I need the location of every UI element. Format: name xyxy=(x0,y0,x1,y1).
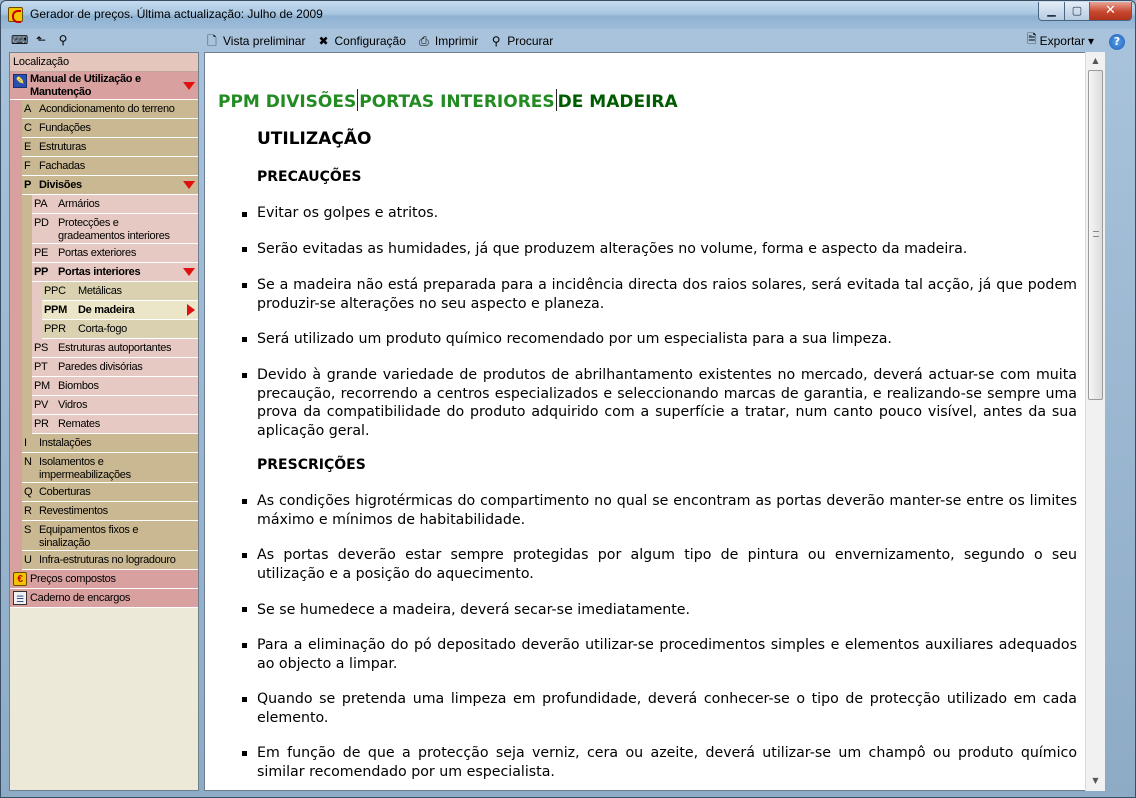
bullet-icon xyxy=(242,499,247,504)
tree-sub-PP[interactable]: PP Portas interiores xyxy=(32,263,198,282)
tree-node-label: Manual de Utilização e Manutenção xyxy=(30,73,141,98)
bullet-icon xyxy=(242,553,247,558)
prescription-item: Em função de que a protecção seja verniz, cera ou azeite, deverá utilizar-se um champô ou produto químico similar recomendado por um especialista. xyxy=(257,745,1077,780)
precaution-item: Serão evitadas as humidades, já que produzem alterações no volume, forma e aspecto da madeira. xyxy=(257,241,968,257)
notebook-icon: ☰ xyxy=(13,591,27,605)
export-button[interactable] xyxy=(1027,30,1094,51)
tree-chapter-R[interactable]: R Revestimentos xyxy=(22,502,198,521)
tree-sub-PR[interactable]: PR Remates xyxy=(32,415,198,434)
printer-icon: ⎙ xyxy=(419,33,429,48)
prescription-item: Quando se pretenda uma limpeza em profundidade, deverá conhecer-se o tipo de protecção utilizado em cada elemento. xyxy=(257,691,1077,726)
document-view xyxy=(204,52,1105,791)
tree-sub-PE[interactable]: PE Portas exteriores xyxy=(32,244,198,263)
section-heading: UTILIZAÇÃO xyxy=(257,129,372,149)
bullet-icon xyxy=(242,337,247,342)
help-icon[interactable]: ? xyxy=(1109,34,1125,50)
title-part-subchapter: PORTAS INTERIORES xyxy=(359,92,555,112)
sidebar-toolbar xyxy=(9,30,198,51)
tree-chapter-S[interactable]: S Equipamentos fixos e sinalização xyxy=(22,521,198,551)
export-icon: 🗎 xyxy=(1026,32,1037,46)
scroll-thumb[interactable] xyxy=(1088,70,1103,400)
tree-sub-PT[interactable]: PT Paredes divisórias xyxy=(32,358,198,377)
tree-node-manual[interactable] xyxy=(10,72,198,100)
app-logo-icon xyxy=(8,7,23,22)
tree-node-compound-prices[interactable]: € Preços compostos xyxy=(10,570,198,589)
preview-button[interactable] xyxy=(204,33,305,49)
selected-arrow-icon xyxy=(187,304,195,316)
binoculars-icon[interactable]: ⚲ xyxy=(58,33,68,47)
prescription-item: As condições higrotérmicas do compartimento no qual se encontram as portas deverão manter-se entre os limites máximo e mínimos de habitabilidade. xyxy=(257,493,1077,528)
up-level-icon[interactable]: ⬑ xyxy=(35,33,47,47)
export-label: Exportar xyxy=(1039,33,1085,48)
tree-item-PPR[interactable]: PPR Corta-fogo xyxy=(42,320,198,339)
title-separator xyxy=(556,89,557,111)
vertical-scrollbar[interactable] xyxy=(1085,52,1105,791)
title-bar[interactable] xyxy=(1,1,1135,29)
bullet-icon xyxy=(242,373,247,378)
binoculars-icon: ⚲ xyxy=(491,33,501,48)
tree-chapter-E[interactable]: E Estruturas xyxy=(22,138,198,157)
expanded-arrow-icon xyxy=(183,82,195,90)
page-title xyxy=(218,89,678,112)
preview-icon: 🗋 xyxy=(207,33,217,48)
tree-item-PPC[interactable]: PPC Metálicas xyxy=(42,282,198,301)
preview-label: Vista preliminar xyxy=(223,33,306,48)
tree-sub-PS[interactable]: PS Estruturas autoportantes xyxy=(32,339,198,358)
tools-icon: ✖ xyxy=(318,33,329,48)
manual-icon: ✎ xyxy=(13,74,27,88)
chevron-down-icon: ▾ xyxy=(1087,33,1094,48)
coin-icon: € xyxy=(13,572,27,586)
bullet-icon xyxy=(242,212,247,217)
precautions-heading: PRECAUÇÕES xyxy=(257,169,362,185)
print-button[interactable] xyxy=(416,33,478,49)
close-button[interactable]: ✕ xyxy=(1089,2,1132,21)
precaution-item: Se a madeira não está preparada para a incidência directa dos raios solares, será evitada tal acção, já que podem produzir-se alterações no seu aspecto e planeza. xyxy=(257,277,1077,312)
prescription-item: Se se humedece a madeira, deverá secar-se imediatamente. xyxy=(257,602,691,618)
tree-chapter-I[interactable]: I Instalações xyxy=(22,434,198,453)
maximize-button[interactable]: ▢ xyxy=(1064,2,1090,21)
precaution-item: Será utilizado um produto químico recomendado por um especialista para a sua limpeza. xyxy=(257,331,892,347)
main-toolbar xyxy=(204,30,1129,51)
tree-sub-PM[interactable]: PM Biombos xyxy=(32,377,198,396)
precaution-item: Devido à grande variedade de produtos de abrilhantamento existentes no mercado, deverá actuar-se com muita precaução, recorrendo a centros especializados e seleccionando marcas de garantia, e realizando-se sempre uma prova da compatibilidade do produto adquirido com a superfície a tratar, num canto pouco visível, antes da sua aplicação geral. xyxy=(257,367,1077,439)
tree-item-PPM[interactable]: PPM De madeira xyxy=(42,301,198,320)
tree-chapter-C[interactable]: C Fundações xyxy=(22,119,198,138)
print-label: Imprimir xyxy=(434,33,479,48)
config-label: Configuração xyxy=(334,33,406,48)
bullet-icon xyxy=(242,751,247,756)
search-label: Procurar xyxy=(507,33,554,48)
bullet-icon xyxy=(242,697,247,702)
tree-sub-PA[interactable]: PA Armários xyxy=(32,195,198,214)
tree-chapter-A[interactable]: A Acondicionamento do terreno xyxy=(22,100,198,119)
prescriptions-heading: PRESCRIÇÕES xyxy=(257,457,366,473)
tree-chapter-N[interactable]: N Isolamentos e impermeabilizações xyxy=(22,453,198,483)
tree-chapter-P[interactable]: P Divisões xyxy=(22,176,198,195)
minimize-button[interactable]: ▁ xyxy=(1038,2,1065,21)
location-header: Localização xyxy=(10,53,198,72)
tree-chapter-Q[interactable]: Q Coberturas xyxy=(22,483,198,502)
bullet-icon xyxy=(242,247,247,252)
keyboard-icon[interactable]: ⌨ xyxy=(11,33,29,47)
tree-chapter-F[interactable]: F Fachadas xyxy=(22,157,198,176)
scroll-down-icon[interactable]: ▼ xyxy=(1092,776,1099,785)
grip-icon xyxy=(1093,231,1099,237)
title-part-chapter: PPM DIVISÕES xyxy=(218,92,357,112)
precaution-item: Evitar os golpes e atritos. xyxy=(257,205,439,221)
bullet-icon xyxy=(242,643,247,648)
bullet-icon xyxy=(242,283,247,288)
tree-sub-PV[interactable]: PV Vidros xyxy=(32,396,198,415)
search-button[interactable] xyxy=(488,33,553,49)
window-title: Gerador de preços. Última actualização: Julho de 2009 xyxy=(30,7,323,21)
tree-sub-PD[interactable]: PD Protecções e gradeamentos interiores xyxy=(32,214,198,244)
tree-node-specifications[interactable]: ☰ Caderno de encargos xyxy=(10,589,198,608)
title-part-item: DE MADEIRA xyxy=(557,92,678,112)
prescription-item: Para a eliminação do pó depositado deverão utilizar-se procedimentos simples e elementos auxiliares adequados ao objecto a limpar. xyxy=(257,637,1077,672)
location-tree xyxy=(9,52,199,791)
scroll-up-icon[interactable]: ▲ xyxy=(1092,56,1099,65)
prescription-item: As portas deverão estar sempre protegidas por algum tipo de pintura ou envernizamento, segundo o seu utilização e a posição do aquecimento. xyxy=(257,547,1077,582)
tree-chapter-U[interactable]: U Infra-estruturas no logradouro xyxy=(22,551,198,570)
config-button[interactable] xyxy=(315,33,405,49)
bullet-icon xyxy=(242,607,247,612)
expanded-arrow-icon xyxy=(183,268,195,276)
expanded-arrow-icon xyxy=(183,181,195,189)
